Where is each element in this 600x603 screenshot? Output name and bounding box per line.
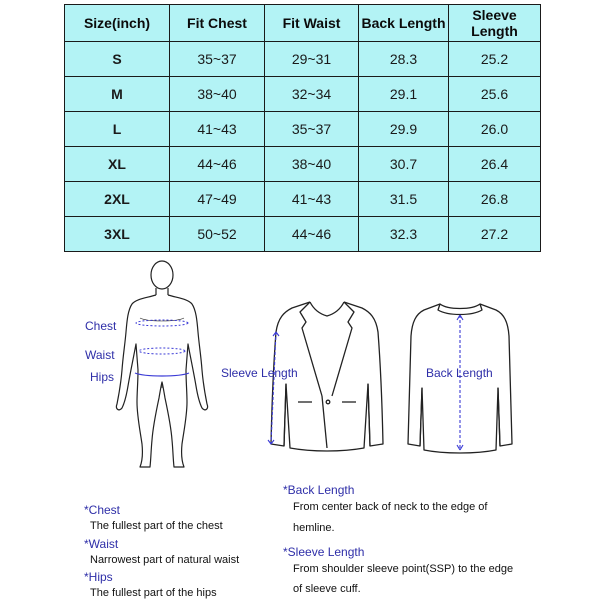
chest-cell: 41~43 [170,112,265,147]
waist-cell: 38~40 [265,147,359,182]
header-size: Size(inch) [65,5,170,42]
size-cell: XL [65,147,170,182]
header-fit-waist: Fit Waist [265,5,359,42]
table-row [65,217,541,252]
waist-cell: 44~46 [265,217,359,252]
waist-cell: 32~34 [265,77,359,112]
table-row [65,147,541,182]
waist-cell: 41~43 [265,182,359,217]
header-back-length: Back Length [359,5,449,42]
back-length-cell: 32.3 [359,217,449,252]
back-length-cell: 29.1 [359,77,449,112]
size-cell: L [65,112,170,147]
note-waist-title: *Waist [84,537,119,551]
body-outline-icon [110,258,220,473]
note-sleeve-length-title: *Sleeve Length [283,545,365,559]
header-fit-chest: Fit Chest [170,5,265,42]
note-chest-title: *Chest [84,503,121,517]
sleeve-length-cell: 26.4 [449,147,541,182]
back-length-cell: 30.7 [359,147,449,182]
chest-cell: 50~52 [170,217,265,252]
size-chart-table [64,4,541,252]
note-hips-text: The fullest part of the hips [90,587,217,599]
note-sleeve-length-line1: From shoulder sleeve point(SSP) to the edge [293,563,514,575]
table-row [65,182,541,217]
note-back-length-title: *Back Length [283,483,355,497]
chest-cell: 47~49 [170,182,265,217]
table-row [65,77,541,112]
sleeve-length-cell: 26.8 [449,182,541,217]
back-length-cell: 28.3 [359,42,449,77]
measurement-figures [0,258,600,478]
chest-label: Chest [85,319,117,333]
table-row [65,112,541,147]
sleeve-length-cell: 25.2 [449,42,541,77]
table-row [65,42,541,77]
note-sleeve-length-line2: of sleeve cuff. [293,583,361,595]
chest-cell: 44~46 [170,147,265,182]
size-cell: M [65,77,170,112]
header-sleeve-length: Sleeve Length [449,5,541,42]
waist-cell: 29~31 [265,42,359,77]
note-chest-text: The fullest part of the chest [90,520,223,532]
size-cell: S [65,42,170,77]
chest-cell: 38~40 [170,77,265,112]
note-waist-text: Narrowest part of natural waist [90,554,240,566]
table-header-row [65,5,541,42]
waist-cell: 35~37 [265,112,359,147]
sleeve-length-cell: 27.2 [449,217,541,252]
note-hips-title: *Hips [84,570,113,584]
back-length-cell: 31.5 [359,182,449,217]
chest-cell: 35~37 [170,42,265,77]
note-back-length-line1: From center back of neck to the edge of [293,501,488,513]
note-back-length-line2: hemline. [293,522,335,534]
sleeve-length-label: Sleeve Length [221,366,298,380]
back-length-cell: 29.9 [359,112,449,147]
sleeve-length-cell: 26.0 [449,112,541,147]
size-cell: 2XL [65,182,170,217]
sleeve-length-cell: 25.6 [449,77,541,112]
hips-label: Hips [90,370,115,384]
waist-label: Waist [85,348,115,362]
back-length-label: Back Length [426,366,493,380]
size-cell: 3XL [65,217,170,252]
